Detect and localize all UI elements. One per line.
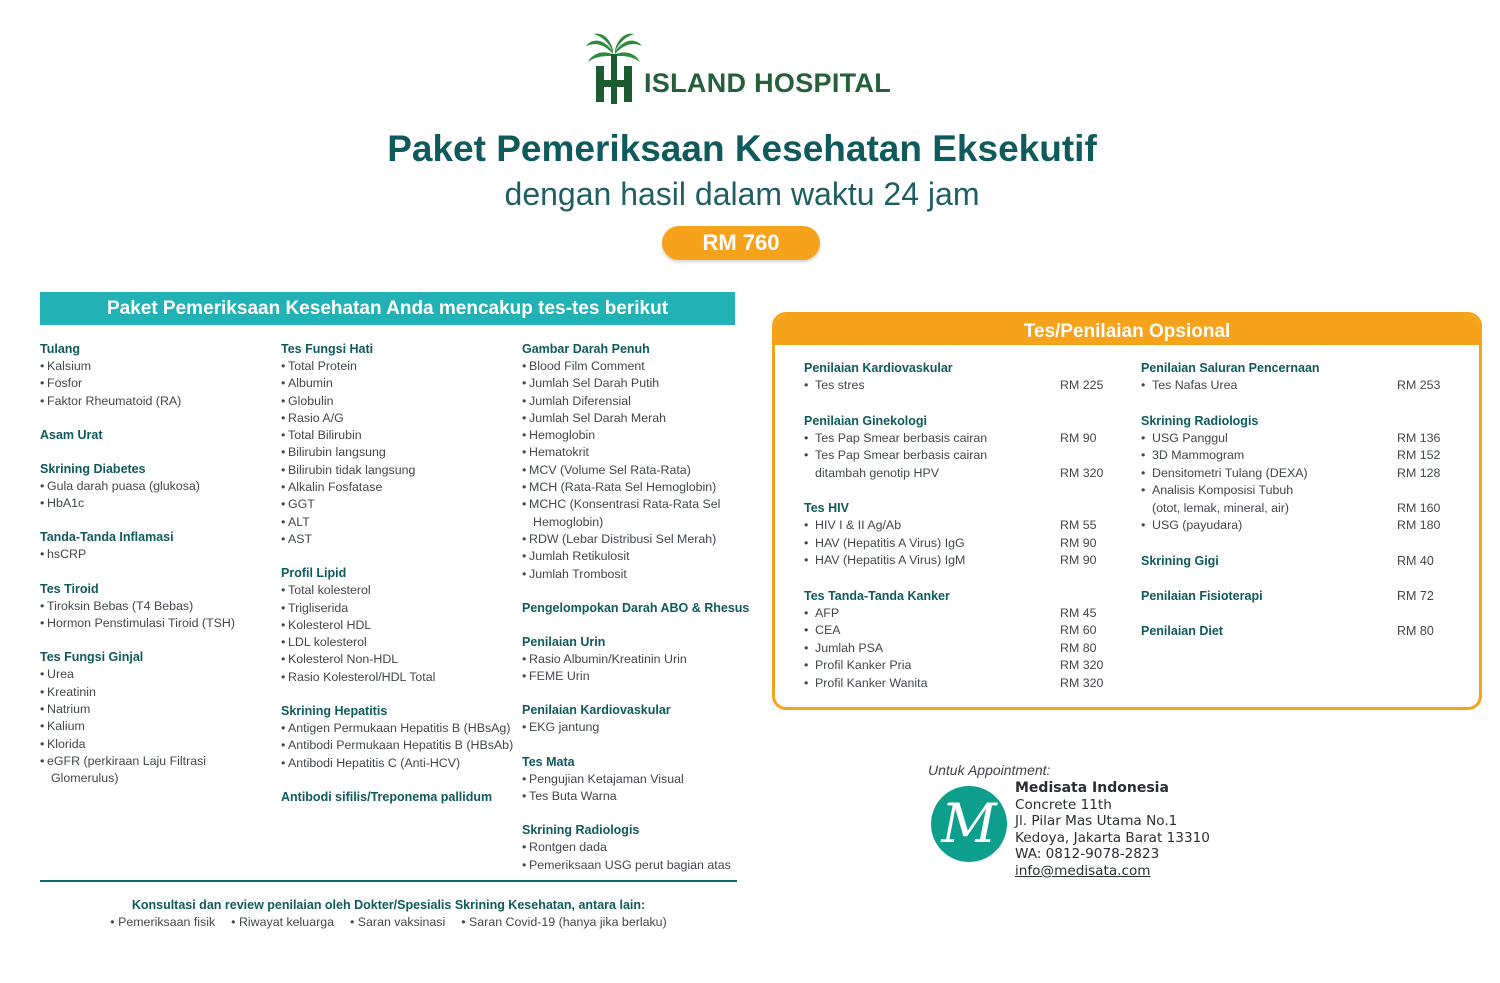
address-line: Kedoya, Jakarta Barat 13310 xyxy=(1015,829,1210,846)
test-section xyxy=(522,634,762,686)
optional-item xyxy=(804,447,1104,465)
company-name: Medisata Indonesia xyxy=(1015,780,1169,796)
optional-item-name: • USG Panggul xyxy=(1141,430,1228,448)
optional-item xyxy=(804,465,1104,483)
test-item: • Hematokrit xyxy=(522,444,762,461)
section-title-text: Penilaian Diet xyxy=(1141,623,1223,638)
optional-column-right xyxy=(1141,360,1441,658)
optional-item xyxy=(804,605,1104,623)
section-title xyxy=(1141,413,1441,430)
palm-tree-icon xyxy=(584,32,644,106)
address-line: Concrete 11th xyxy=(1015,796,1112,813)
section-title: Profil Lipid xyxy=(281,566,347,581)
section-title: Tanda-Tanda Inflamasi xyxy=(40,530,174,545)
optional-item xyxy=(1141,377,1441,395)
optional-item xyxy=(804,657,1104,675)
optional-item xyxy=(1141,430,1441,448)
optional-item-price: RM 136 xyxy=(1397,430,1441,445)
medisata-logo xyxy=(931,786,1007,862)
test-item: • Rontgen dada xyxy=(522,839,762,856)
optional-item-name: • HAV (Hepatitis A Virus) IgG xyxy=(804,535,965,553)
section-title xyxy=(804,360,1104,377)
test-item: • Jumlah Sel Darah Putih xyxy=(522,375,762,392)
consultation-item: • Pemeriksaan fisik xyxy=(110,915,215,929)
optional-item xyxy=(804,622,1104,640)
optional-item-price: RM 320 xyxy=(1060,658,1104,672)
island-hospital-logo xyxy=(584,32,914,106)
section-title: Tes Tiroid xyxy=(40,581,99,596)
optional-item-name: • Tes Nafas Urea xyxy=(1141,377,1237,395)
test-item: • Blood Film Comment xyxy=(522,358,762,375)
test-item: • EKG jantung xyxy=(522,719,762,736)
test-section xyxy=(522,341,762,583)
test-item: • MCV (Volume Sel Rata-Rata) xyxy=(522,462,762,479)
included-column-2 xyxy=(281,341,517,823)
optional-item-price xyxy=(1397,482,1441,500)
optional-item xyxy=(804,675,1104,693)
section-price: RM 72 xyxy=(1397,588,1434,603)
optional-item xyxy=(804,430,1104,448)
test-section xyxy=(281,789,517,806)
test-section xyxy=(522,600,762,617)
optional-item-name: • HIV I & II Ag/Ab xyxy=(804,517,901,535)
optional-item-name: • CEA xyxy=(804,622,840,640)
optional-item-price: RM 180 xyxy=(1397,518,1441,532)
section-title: Skrining Radiologis xyxy=(522,823,640,838)
section-title: Penilaian Urin xyxy=(522,634,606,649)
optional-item xyxy=(1141,465,1441,483)
optional-section xyxy=(1141,360,1441,395)
page-subtitle: dengan hasil dalam waktu 24 jam xyxy=(504,176,980,212)
test-section xyxy=(281,341,517,548)
optional-section xyxy=(1141,588,1441,605)
section-title-text: Skrining Radiologis xyxy=(1141,413,1259,428)
test-item: • Jumlah Diferensial xyxy=(522,393,762,410)
optional-section xyxy=(1141,413,1441,535)
section-title-text: Penilaian Ginekologi xyxy=(804,413,927,428)
test-item: • Bilirubin tidak langsung xyxy=(281,462,517,479)
section-title: Penilaian Kardiovaskular xyxy=(522,703,671,718)
section-title-text: Penilaian Saluran Pencernaan xyxy=(1141,361,1320,375)
optional-item-name: • Jumlah PSA xyxy=(804,640,883,658)
section-title xyxy=(1141,588,1441,605)
test-item: • RDW (Lebar Distribusi Sel Merah) xyxy=(522,531,762,548)
optional-item-name: • HAV (Hepatitis A Virus) IgM xyxy=(804,552,965,570)
included-column-3 xyxy=(522,341,762,891)
optional-item-price: RM 152 xyxy=(1397,448,1441,462)
test-section xyxy=(40,427,276,444)
test-item: • Kreatinin xyxy=(40,684,276,701)
appointment-label: Untuk Appointment: xyxy=(928,762,1051,778)
test-item: • Antigen Permukaan Hepatitis B (HBsAg) xyxy=(281,720,517,737)
section-title-text: Tes Tanda-Tanda Kanker xyxy=(804,588,950,603)
optional-item-name: • 3D Mammogram xyxy=(1141,447,1244,465)
test-item: • Urea xyxy=(40,666,276,683)
test-item: • Pemeriksaan USG perut bagian atas xyxy=(522,857,762,874)
section-title: Pengelompokan Darah ABO & Rhesus xyxy=(522,600,750,615)
optional-item-price: RM 45 xyxy=(1060,605,1097,620)
test-item: • Trigliserida xyxy=(281,600,517,617)
test-item: • MCH (Rata-Rata Sel Hemoglobin) xyxy=(522,479,762,496)
whatsapp-number: WA: 0812-9078-2823 xyxy=(1015,846,1160,863)
test-item: • Rasio Albumin/Kreatinin Urin xyxy=(522,651,762,668)
optional-item-price: RM 55 xyxy=(1060,518,1097,532)
optional-item-name: • USG (payudara) xyxy=(1141,517,1242,535)
email-link[interactable]: info@medisata.com xyxy=(1015,862,1151,879)
test-item: • Albumin xyxy=(281,375,517,392)
section-title-text: Penilaian Fisioterapi xyxy=(1141,588,1263,603)
test-item: • HbA1c xyxy=(40,495,276,512)
test-item: • Antibodi Hepatitis C (Anti-HCV) xyxy=(281,755,517,772)
test-item: • Kolesterol HDL xyxy=(281,617,517,634)
test-item: • MCHC (Konsentrasi Rata-Rata Sel Hemoglobin) xyxy=(522,496,762,531)
test-item: • Bilirubin langsung xyxy=(281,444,517,461)
optional-item-name: ditambah genotip HPV xyxy=(815,465,939,480)
optional-item-price xyxy=(1060,447,1104,465)
package-price-badge: RM 760 xyxy=(662,226,820,260)
section-title: Tes Fungsi Hati xyxy=(281,342,374,356)
optional-item-price: RM 90 xyxy=(1060,430,1097,445)
test-item: • Globulin xyxy=(281,393,517,410)
section-title xyxy=(804,588,1104,605)
optional-item-price: RM 60 xyxy=(1060,623,1097,637)
test-section xyxy=(281,565,517,686)
test-section xyxy=(522,822,762,874)
consultation-item: • Saran vaksinasi xyxy=(350,915,445,929)
test-item: • GGT xyxy=(281,496,517,513)
included-column-1 xyxy=(40,341,276,804)
optional-column-left xyxy=(804,360,1104,710)
section-price: RM 80 xyxy=(1397,623,1434,638)
optional-item-name: • AFP xyxy=(804,605,839,623)
section-title: Tes Mata xyxy=(522,754,575,769)
optional-item-price: RM 128 xyxy=(1397,465,1441,480)
optional-item xyxy=(1141,517,1441,535)
optional-item-name: • Profil Kanker Pria xyxy=(804,657,911,675)
section-price: RM 40 xyxy=(1397,553,1434,568)
consultation-item: • Riwayat keluarga xyxy=(231,915,334,929)
test-item: • Jumlah Sel Darah Merah xyxy=(522,410,762,427)
test-item: • Gula darah puasa (glukosa) xyxy=(40,478,276,495)
consultation-list xyxy=(40,915,737,929)
test-item: • Tes Buta Warna xyxy=(522,788,762,805)
test-item: • Kalsium xyxy=(40,358,276,375)
test-section xyxy=(40,581,276,633)
test-item: • FEME Urin xyxy=(522,668,762,685)
section-title xyxy=(1141,623,1441,640)
section-title-text: Penilaian Kardiovaskular xyxy=(804,361,953,375)
section-title xyxy=(1141,360,1441,377)
optional-item-price: RM 80 xyxy=(1060,640,1097,655)
optional-item-name: • Analisis Komposisi Tubuh xyxy=(1141,482,1293,500)
optional-item-price: RM 320 xyxy=(1060,675,1104,690)
optional-item-price: RM 160 xyxy=(1397,500,1441,515)
test-item: • Rasio Kolesterol/HDL Total xyxy=(281,669,517,686)
optional-item xyxy=(1141,482,1441,500)
section-title: Tes Fungsi Ginjal xyxy=(40,650,144,665)
optional-item-name: • Tes stres xyxy=(804,377,865,395)
test-item: • Faktor Rheumatoid (RA) xyxy=(40,393,276,410)
test-item: • Pengujian Ketajaman Visual xyxy=(522,771,762,788)
included-tests-header: Paket Pemeriksaan Kesehatan Anda mencakup tes-tes berikut xyxy=(40,292,735,325)
optional-item-name: • Profil Kanker Wanita xyxy=(804,675,927,693)
optional-section xyxy=(1141,553,1441,570)
test-item: • Kalium xyxy=(40,718,276,735)
test-item: • Hemoglobin xyxy=(522,427,762,444)
test-section xyxy=(40,341,276,410)
section-title: Gambar Darah Penuh xyxy=(522,342,650,356)
logo-text: ISLAND HOSPITAL xyxy=(644,68,891,98)
optional-item-name: (otot, lemak, mineral, air) xyxy=(1152,500,1290,515)
test-section xyxy=(522,754,762,806)
test-item: • Antibodi Permukaan Hepatitis B (HBsAb) xyxy=(281,737,517,754)
consultation-title: Konsultasi dan review penilaian oleh Dokter/Spesialis Skrining Kesehatan, antara lain: xyxy=(131,898,646,912)
test-item: • hsCRP xyxy=(40,546,276,563)
optional-item-price: RM 90 xyxy=(1060,553,1097,567)
optional-item-price: RM 320 xyxy=(1060,465,1104,480)
test-section xyxy=(522,702,762,736)
test-item: • Rasio A/G xyxy=(281,410,517,427)
consultation-item: • Saran Covid-19 (hanya jika berlaku) xyxy=(461,915,666,929)
contact-info xyxy=(1015,780,1210,880)
test-item: • Jumlah Trombosit xyxy=(522,566,762,583)
section-title: Antibodi sifilis/Treponema pallidum xyxy=(281,789,493,804)
optional-item xyxy=(804,640,1104,658)
optional-tests-header: Tes/Penilaian Opsional xyxy=(775,315,1479,345)
medisata-logo-letter: M xyxy=(941,792,997,855)
test-section xyxy=(281,703,517,772)
section-title xyxy=(804,500,1104,517)
test-item: • AST xyxy=(281,531,517,548)
optional-item-name: • Tes Pap Smear berbasis cairan xyxy=(804,430,987,448)
optional-item xyxy=(804,552,1104,570)
test-item: • Total Protein xyxy=(281,358,517,375)
section-title-text: Tes HIV xyxy=(804,501,849,515)
test-item: • Kolesterol Non-HDL xyxy=(281,651,517,668)
section-title: Skrining Hepatitis xyxy=(281,704,388,719)
optional-item-price: RM 225 xyxy=(1060,378,1104,392)
optional-item xyxy=(804,535,1104,553)
optional-section xyxy=(1141,623,1441,640)
page-title: Paket Pemeriksaan Kesehatan Eksekutif xyxy=(387,128,1097,169)
divider xyxy=(40,880,737,882)
test-item: • LDL kolesterol xyxy=(281,634,517,651)
test-section xyxy=(40,649,276,787)
section-title: Asam Urat xyxy=(40,427,103,442)
optional-section xyxy=(804,500,1104,570)
optional-item-name: • Tes Pap Smear berbasis cairan xyxy=(804,447,987,465)
optional-section xyxy=(804,413,1104,483)
test-section xyxy=(40,461,276,513)
test-section xyxy=(40,529,276,563)
optional-item-price: RM 253 xyxy=(1397,378,1441,392)
optional-section xyxy=(804,360,1104,395)
test-item: • Total kolesterol xyxy=(281,582,517,599)
test-item: • Klorida xyxy=(40,736,276,753)
test-item: • Total Bilirubin xyxy=(281,427,517,444)
section-title: Tulang xyxy=(40,342,81,356)
test-item: • Natrium xyxy=(40,701,276,718)
section-title xyxy=(1141,553,1441,570)
test-item: • Fosfor xyxy=(40,375,276,392)
test-item: • Tiroksin Bebas (T4 Bebas) xyxy=(40,598,276,615)
optional-item-price: RM 90 xyxy=(1060,535,1097,550)
section-title: Skrining Diabetes xyxy=(40,461,146,476)
optional-section xyxy=(804,588,1104,693)
optional-item xyxy=(804,517,1104,535)
section-title-text: Skrining Gigi xyxy=(1141,553,1219,568)
optional-item xyxy=(1141,447,1441,465)
optional-item xyxy=(1141,500,1441,518)
optional-item xyxy=(804,377,1104,395)
test-item: • Alkalin Fosfatase xyxy=(281,479,517,496)
test-item: • Hormon Penstimulasi Tiroid (TSH) xyxy=(40,615,276,632)
section-title xyxy=(804,413,1104,430)
address-line: Jl. Pilar Mas Utama No.1 xyxy=(1015,813,1178,830)
test-item: • Jumlah Retikulosit xyxy=(522,548,762,565)
optional-item-name: • Densitometri Tulang (DEXA) xyxy=(1141,465,1308,483)
test-item: • ALT xyxy=(281,514,517,531)
test-item: • eGFR (perkiraan Laju Filtrasi Glomerulus) xyxy=(40,753,276,788)
